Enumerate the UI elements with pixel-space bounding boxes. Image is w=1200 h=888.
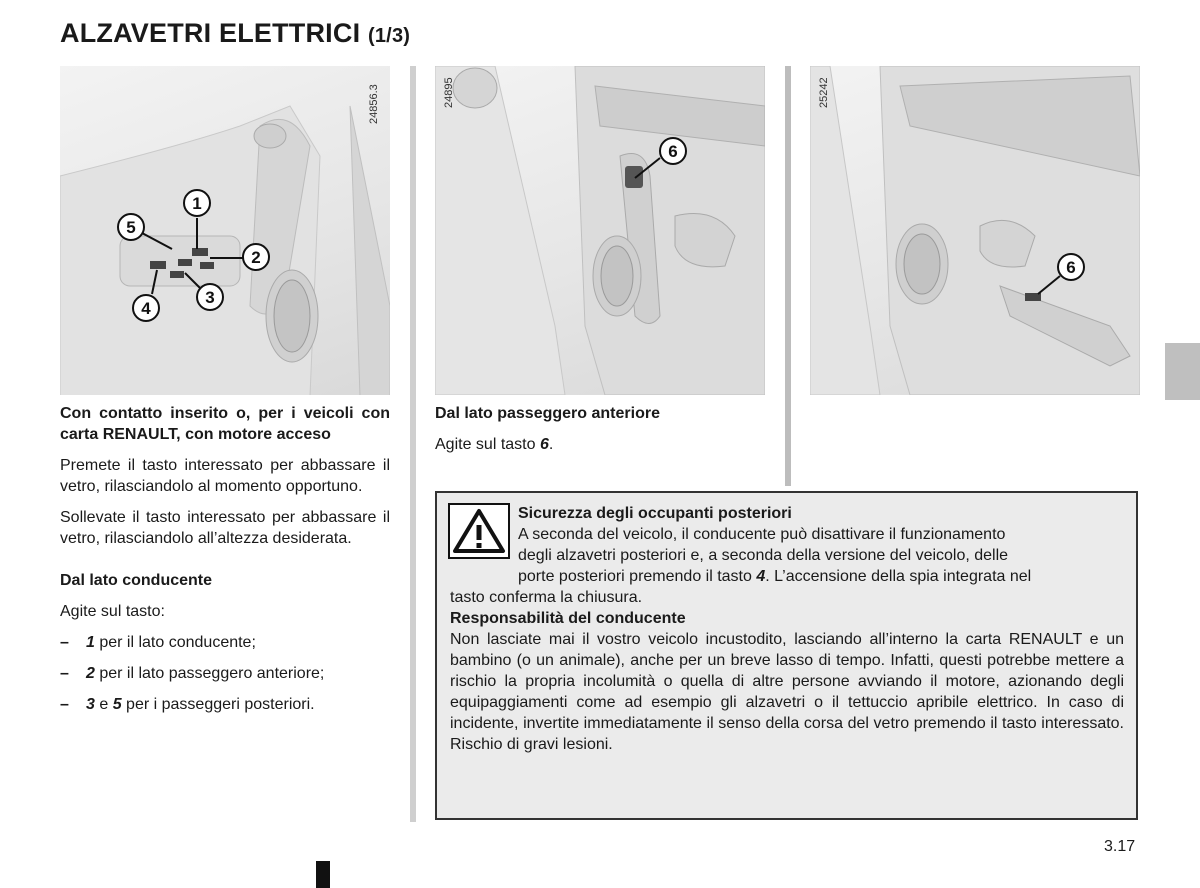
list-item xyxy=(60,694,390,715)
callout-6: 6 xyxy=(1066,258,1076,277)
list-dash: – xyxy=(60,665,69,682)
list-dash: – xyxy=(60,634,69,651)
callout-5: 5 xyxy=(126,218,136,237)
figure-code: 25242 xyxy=(818,77,830,108)
figure-rear-door-illustration xyxy=(810,66,1140,395)
page-title xyxy=(60,18,410,49)
list-item-text: per il lato conducente; xyxy=(94,634,256,651)
warning-text: . L’accensione della spia integrata nel xyxy=(765,568,1032,585)
callout-3: 3 xyxy=(205,288,215,307)
figure-front-passenger-door-illustration xyxy=(435,66,765,395)
list-dash: – xyxy=(60,696,69,713)
warning-heading: Sicurezza degli occupanti posteriori xyxy=(518,505,792,522)
callout-4: 4 xyxy=(141,299,151,318)
callout-2: 2 xyxy=(251,248,261,267)
column-divider xyxy=(785,66,791,486)
paragraph: Sollevate il tasto interessato per abbassare il vetro, rilasciandolo all’altezza desiderata. xyxy=(60,509,390,547)
column-divider xyxy=(410,66,416,822)
warning-line: A seconda del veicolo, il conducente può disattivare il funzionamento xyxy=(518,526,1006,543)
passenger-heading: Dal lato passeggero anteriore xyxy=(435,405,660,422)
figure-code: 24856.3 xyxy=(368,84,380,124)
key-number: 2 xyxy=(86,665,95,682)
bottom-marker xyxy=(316,861,330,888)
left-column xyxy=(60,403,390,715)
page-title-sub: (1/3) xyxy=(368,25,411,47)
key-number: 6 xyxy=(539,436,549,453)
figure-driver-door-illustration xyxy=(60,66,390,395)
figure-driver-door xyxy=(60,66,390,395)
warning-line xyxy=(518,566,1124,587)
driver-heading: Dal lato conducente xyxy=(60,572,213,589)
warning-box xyxy=(435,491,1138,820)
list-item xyxy=(60,663,390,684)
callout-1: 1 xyxy=(192,194,202,213)
key-number: 5 xyxy=(112,696,122,713)
page-title-main: ALZAVETRI ELETTRICI xyxy=(60,18,361,48)
list-item xyxy=(60,632,390,653)
middle-column xyxy=(435,403,765,455)
warning-content xyxy=(450,503,1124,755)
list-item-text: per i passeggeri posteriori. xyxy=(121,696,315,713)
list-item-text: per il lato passeggero anteriore; xyxy=(94,665,325,682)
list-item-text: e xyxy=(94,696,113,713)
figure-rear-door xyxy=(810,66,1140,395)
warning-line: degli alzavetri posteriori e, a seconda della versione del veicolo, delle xyxy=(518,547,1009,564)
warning-line: tasto conferma la chiusura. xyxy=(450,589,643,606)
key-number: 3 xyxy=(86,696,95,713)
passenger-instruction xyxy=(435,434,765,455)
figure-front-passenger-door xyxy=(435,66,765,395)
driver-intro: Agite sul tasto: xyxy=(60,603,165,620)
section-tab xyxy=(1165,343,1200,400)
page-number: 3.17 xyxy=(1104,838,1136,855)
paragraph: Premete il tasto interessato per abbassare il vetro, rilasciandolo al momento opportuno. xyxy=(60,457,390,495)
callout-6: 6 xyxy=(668,142,678,161)
warning-text: porte posteriori premendo il tasto xyxy=(518,568,757,585)
instruction-text: . xyxy=(548,436,554,453)
key-number: 4 xyxy=(756,568,766,585)
intro-heading: Con contatto inserito o, per i veicoli con carta RENAULT, con motore acceso xyxy=(60,405,390,443)
warning-paragraph: Non lasciate mai il vostro veicolo incustodito, lasciando all’interno la carta RENAULT e un bambino (o un animale), anche per un breve lasso di tempo. Infatti, questi potrebbe mettere a rischio la propria incolumità o quella di altre persone avviando il motore, azionando degli equipaggiamenti come ad esempio gli alzavetri o il tettuccio apribile elettrico. In caso di incidente, invertite immediatamente il senso della corsa del vetro premendo il tasto interessato. Rischio di gravi lesioni. xyxy=(450,631,1124,753)
key-number: 1 xyxy=(86,634,95,651)
figure-code: 24895 xyxy=(443,77,455,108)
warning-heading: Responsabilità del conducente xyxy=(450,610,686,627)
instruction-text: Agite sul tasto xyxy=(435,436,540,453)
